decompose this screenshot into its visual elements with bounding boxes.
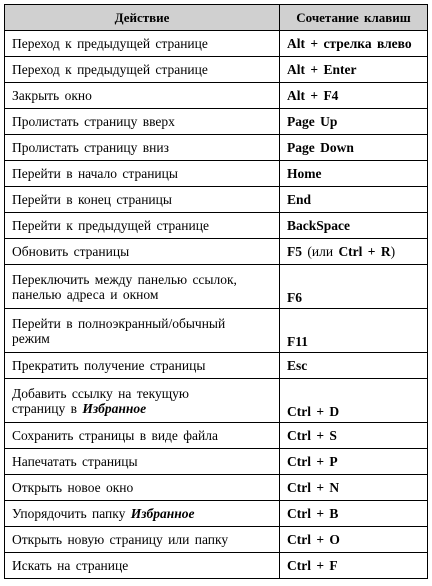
shortcut-cell: End — [280, 187, 428, 213]
action-line-prefix: страницу в — [12, 401, 77, 416]
shortcut-cell: Page Down — [280, 135, 428, 161]
shortcut-cell: Ctrl + S — [280, 423, 428, 449]
shortcut-cell: Esc — [280, 353, 428, 379]
action-cell — [5, 501, 280, 527]
action-line: Переключить между панелью ссылок, — [12, 272, 237, 287]
table-row — [5, 449, 428, 475]
shortcut-note-open: (или — [307, 244, 334, 259]
action-cell: Напечатать страницы — [5, 449, 280, 475]
action-cell — [5, 309, 280, 353]
action-cell: Переход к предыдущей странице — [5, 31, 280, 57]
shortcut-cell: Home — [280, 161, 428, 187]
shortcut-cell — [280, 239, 428, 265]
action-prefix: Упорядочить папку — [12, 506, 126, 521]
table-row — [5, 379, 428, 423]
action-cell: Пролистать страницу вниз — [5, 135, 280, 161]
header-shortcut: Сочетание клавиш — [280, 5, 428, 31]
table-row — [5, 265, 428, 309]
table-row — [5, 553, 428, 579]
table-row — [5, 57, 428, 83]
shortcut-cell: F11 — [280, 309, 428, 353]
shortcut-cell: Ctrl + B — [280, 501, 428, 527]
action-cell: Закрыть окно — [5, 83, 280, 109]
shortcut-cell: BackSpace — [280, 213, 428, 239]
shortcut-main: F5 — [287, 244, 302, 259]
action-cell: Открыть новое окно — [5, 475, 280, 501]
action-cell: Сохранить страницы в виде файла — [5, 423, 280, 449]
table-header-row — [5, 5, 428, 31]
table-row — [5, 501, 428, 527]
table-row — [5, 527, 428, 553]
shortcut-cell: Alt + F4 — [280, 83, 428, 109]
table-row — [5, 239, 428, 265]
action-cell — [5, 265, 280, 309]
action-line: Перейти в полноэкранный/обычный — [12, 316, 226, 331]
table-row — [5, 213, 428, 239]
shortcut-cell: Ctrl + F — [280, 553, 428, 579]
table-row — [5, 475, 428, 501]
shortcut-note-close: ) — [390, 244, 396, 259]
action-cell: Искать на странице — [5, 553, 280, 579]
action-cell: Переход к предыдущей странице — [5, 57, 280, 83]
action-cell: Обновить страницы — [5, 239, 280, 265]
shortcut-cell: Ctrl + P — [280, 449, 428, 475]
table-row — [5, 31, 428, 57]
table-row — [5, 109, 428, 135]
shortcut-alt: Ctrl + R — [338, 244, 391, 259]
favorites-term: Избранное — [130, 506, 195, 521]
table-row — [5, 83, 428, 109]
shortcut-cell: Ctrl + O — [280, 527, 428, 553]
action-cell: Перейти в конец страницы — [5, 187, 280, 213]
table-row — [5, 309, 428, 353]
table-row — [5, 135, 428, 161]
action-cell: Пролистать страницу вверх — [5, 109, 280, 135]
action-cell: Перейти в начало страницы — [5, 161, 280, 187]
shortcut-cell: Alt + стрелка влево — [280, 31, 428, 57]
shortcut-cell: Page Up — [280, 109, 428, 135]
shortcut-cell: Ctrl + N — [280, 475, 428, 501]
keyboard-shortcuts-table — [4, 4, 428, 579]
action-line: Добавить ссылку на текущую — [12, 386, 189, 401]
table-row — [5, 187, 428, 213]
action-cell — [5, 379, 280, 423]
header-action: Действие — [5, 5, 280, 31]
action-cell: Перейти к предыдущей странице — [5, 213, 280, 239]
favorites-term: Избранное — [82, 401, 147, 416]
table-row — [5, 161, 428, 187]
action-line: панелью адреса и окном — [12, 287, 159, 302]
shortcut-cell: Alt + Enter — [280, 57, 428, 83]
action-cell: Прекратить получение страницы — [5, 353, 280, 379]
table-row — [5, 353, 428, 379]
shortcut-cell: F6 — [280, 265, 428, 309]
table-row — [5, 423, 428, 449]
shortcut-cell: Ctrl + D — [280, 379, 428, 423]
action-line: режим — [12, 331, 50, 346]
action-cell: Открыть новую страницу или папку — [5, 527, 280, 553]
